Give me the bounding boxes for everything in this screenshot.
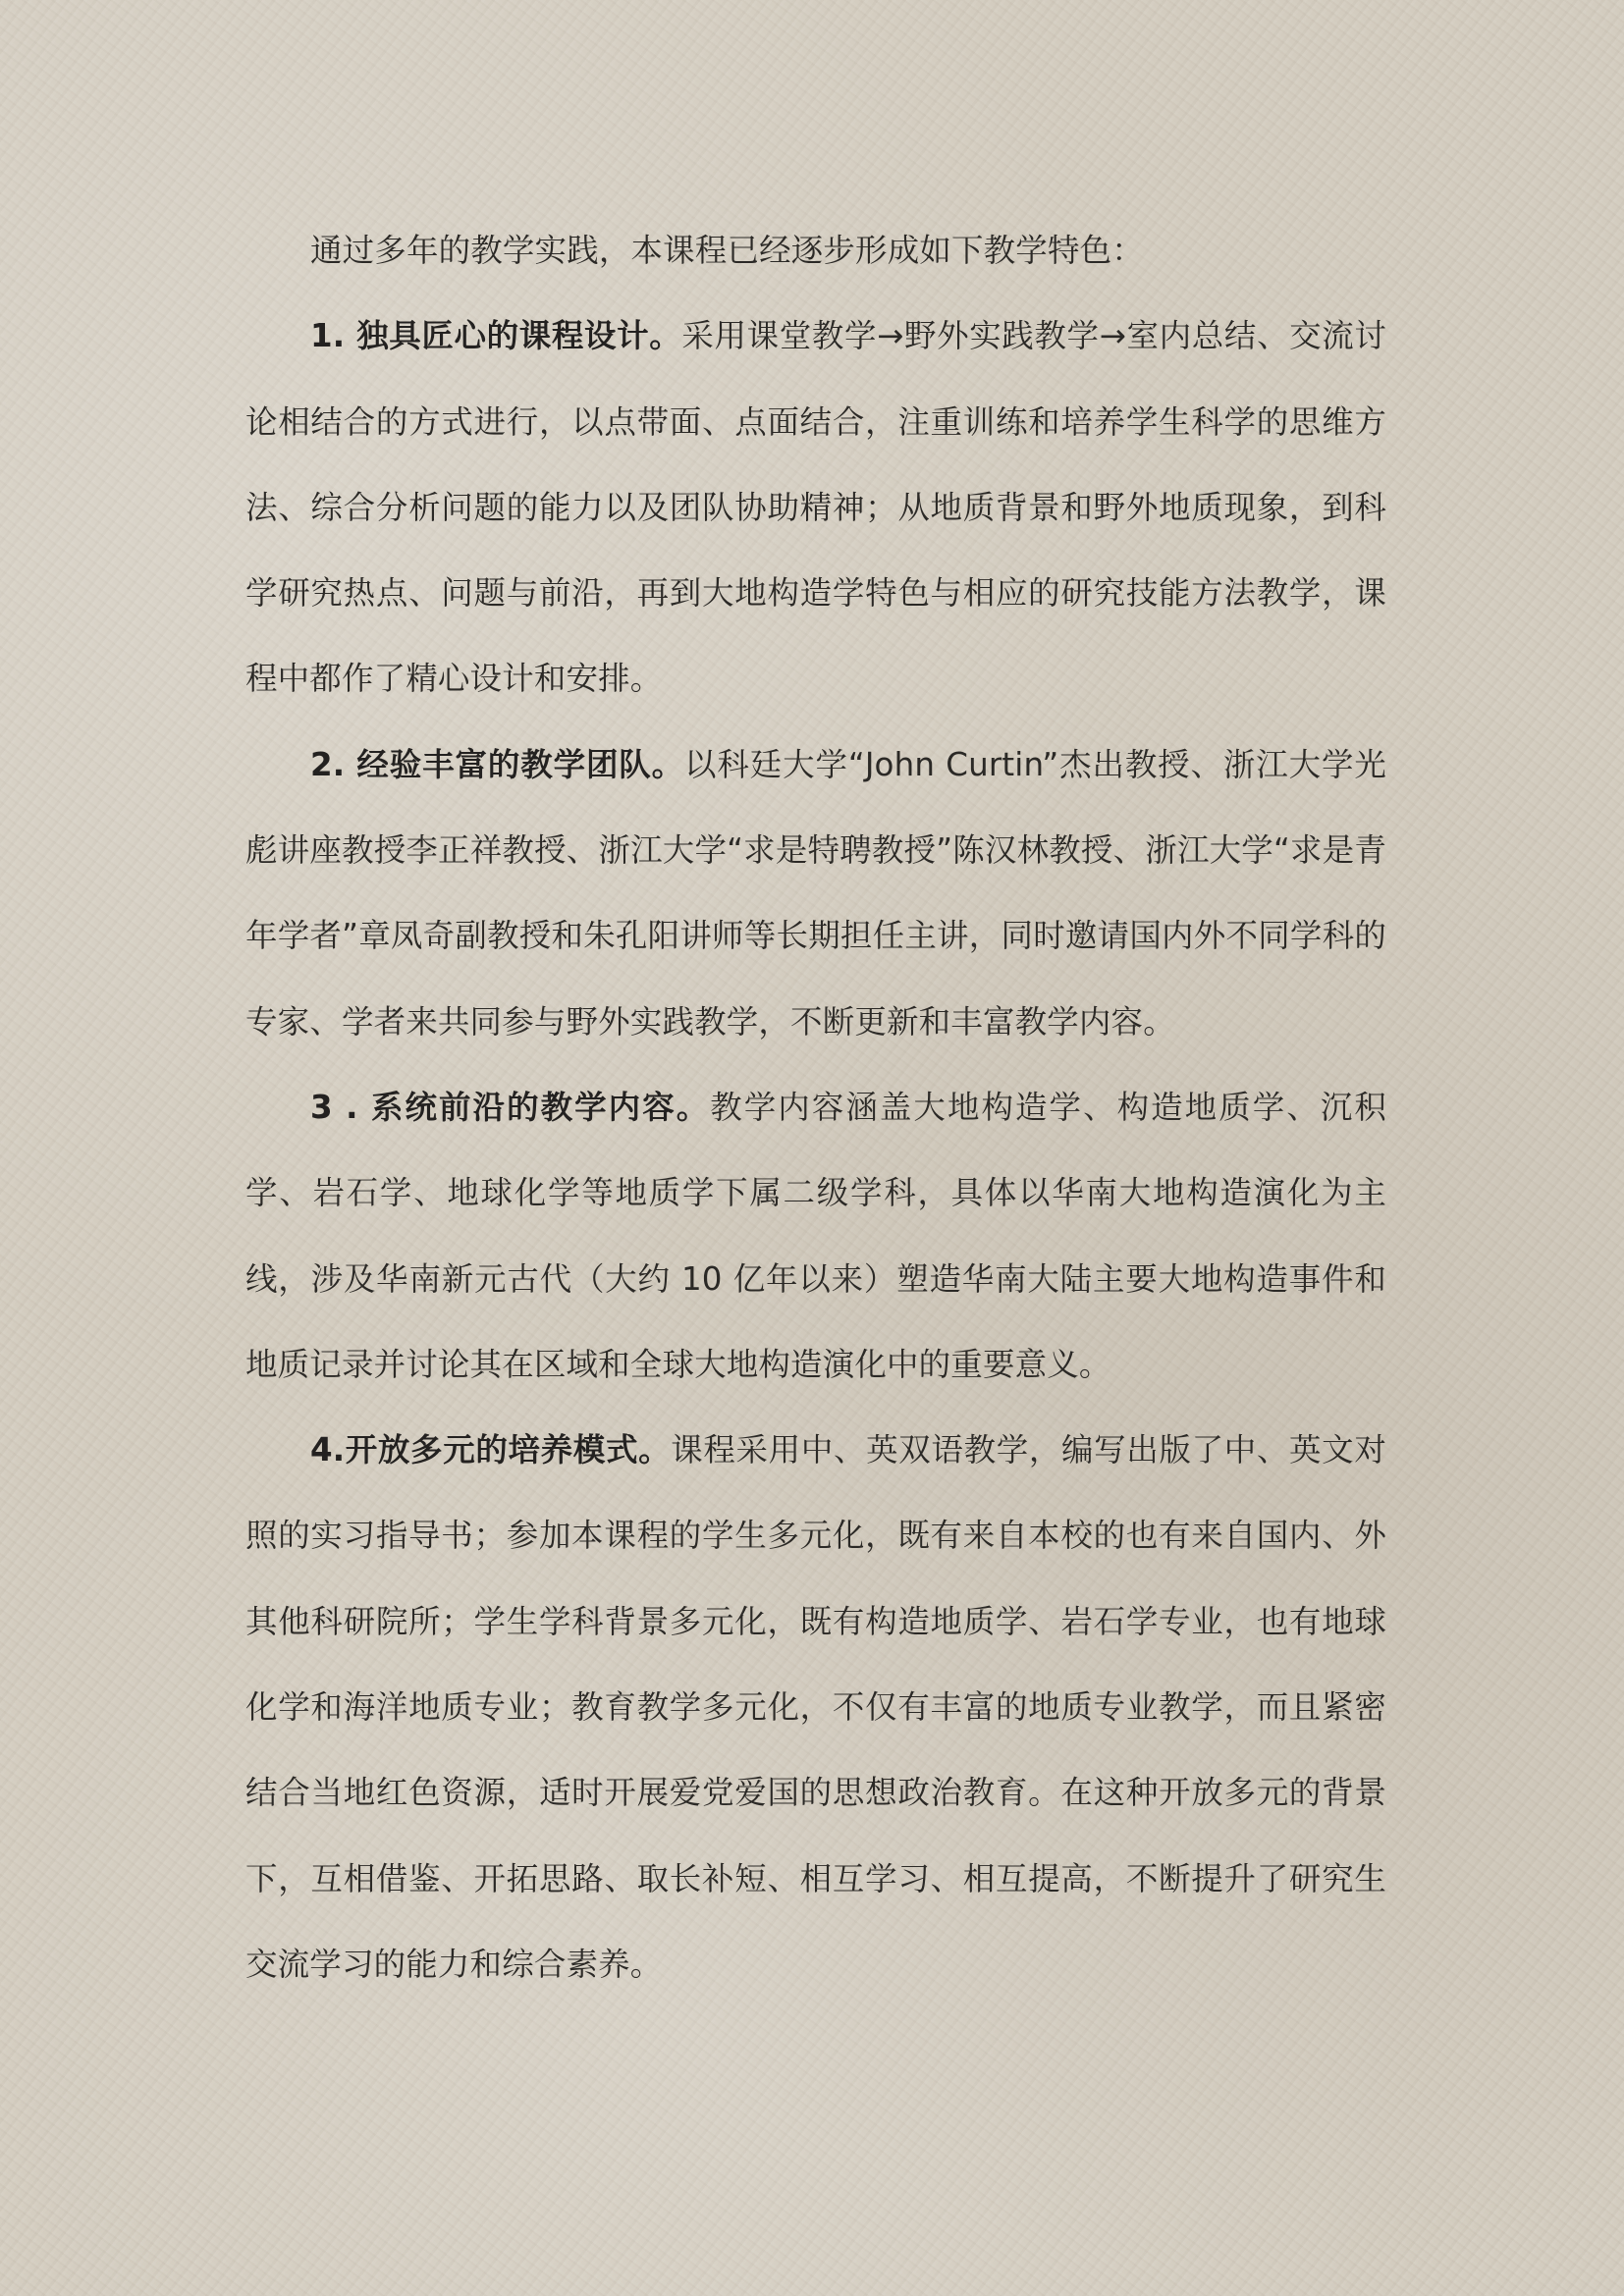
feature-heading-2: 2. 经验丰富的教学团队。 bbox=[310, 745, 685, 783]
document-body bbox=[245, 208, 1386, 2007]
feature-body-1: 采用课堂教学→野外实践教学→室内总结、交流讨论相结合的方式进行，以点带面、点面结合，注重训练和培养学生科学的思维方法、综合分析问题的能力以及团队协助精神；从地质背景和野外地质现象，到科学研究热点、问题与前沿，再到大地构造学特色与相应的研究技能方法教学，课程中都作了精心设计和安排。 bbox=[245, 317, 1386, 698]
feature-paragraph-4 bbox=[245, 1408, 1386, 2007]
feature-body-4: 课程采用中、英双语教学，编写出版了中、英文对照的实习指导书；参加本课程的学生多元化，既有来自本校的也有来自国内、外其他科研院所；学生学科背景多元化，既有构造地质学、岩石学专业，也有地球化学和海洋地质专业；教育教学多元化，不仅有丰富的地质专业教学，而且紧密结合当地红色资源，适时开展爱党爱国的思想政治教育。在这种开放多元的背景下，互相借鉴、开拓思路、取长补短、相互学习、相互提高，不断提升了研究生交流学习的能力和综合素养。 bbox=[245, 1431, 1386, 1983]
feature-heading-4: 4.开放多元的培养模式。 bbox=[310, 1431, 672, 1469]
intro-paragraph bbox=[245, 208, 1386, 294]
feature-paragraph-1 bbox=[245, 294, 1386, 721]
feature-paragraph-3 bbox=[245, 1065, 1386, 1408]
intro-text: 通过多年的教学实践，本课程已经逐步形成如下教学特色： bbox=[310, 232, 1144, 269]
feature-heading-1: 1. 独具匠心的课程设计。 bbox=[310, 317, 682, 355]
feature-paragraph-2 bbox=[245, 722, 1386, 1065]
feature-heading-3: 3 . 系统前沿的教学内容。 bbox=[310, 1088, 711, 1126]
feature-body-2: 以科廷大学“John Curtin”杰出教授、浙江大学光彪讲座教授李正祥教授、浙江大学“求是特聘教授”陈汉林教授、浙江大学“求是青年学者”章凤奇副教授和朱孔阳讲师等长期担任主讲，同时邀请国内外不同学科的专家、学者来共同参与野外实践教学，不断更新和丰富教学内容。 bbox=[245, 745, 1386, 1041]
feature-body-3: 教学内容涵盖大地构造学、构造地质学、沉积学、岩石学、地球化学等地质学下属二级学科，具体以华南大地构造演化为主线，涉及华南新元古代（大约 10 亿年以来）塑造华南大陆主要大地构造事件和地质记录并讨论其在区域和全球大地构造演化中的重要意义。 bbox=[245, 1088, 1386, 1383]
